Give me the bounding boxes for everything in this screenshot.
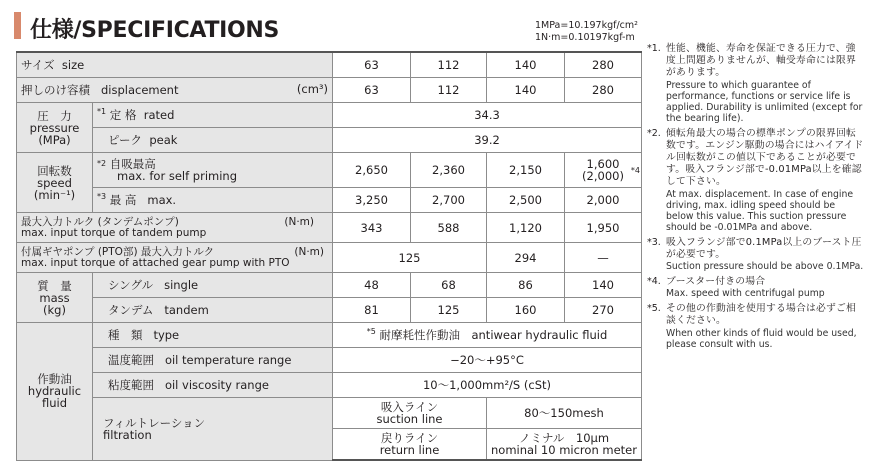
row-pressure-peak (17, 128, 642, 153)
fluid-type-jp: 種 類 (107, 328, 143, 342)
return-line-en: return line (379, 443, 440, 457)
fluid-temperature-en: oil temperature range (164, 353, 292, 367)
speed-max-value: 3,250 (333, 188, 411, 213)
tandem-torque-unit: (N·m) (284, 216, 314, 228)
size-label-en: size (61, 58, 85, 72)
mass-single-value: 48 (333, 273, 411, 298)
note-mark-2: *2 (97, 159, 107, 168)
mass-label-en: mass (39, 290, 70, 305)
displacement-label-en: displacement (100, 83, 179, 97)
row-mass-single (17, 273, 642, 298)
unit-note-pressure: 1MPa=10.197kgf/cm² (535, 20, 638, 31)
unit-conversion-notes (535, 20, 638, 44)
suction-line-jp: 吸入ライン (380, 400, 439, 414)
mass-tandem-value: 160 (487, 298, 565, 323)
footnote-en: Max. speed with centrifugal pump (666, 288, 825, 300)
speed-self-priming-value-280 (565, 153, 642, 188)
pressure-peak-value: 39.2 (333, 128, 642, 153)
pto-torque-unit: (N·m) (294, 246, 324, 258)
tandem-torque-label (17, 213, 333, 243)
pressure-rated-jp: 定 格 (109, 108, 137, 122)
pressure-unit: (MPa) (38, 132, 71, 147)
speed-label-jp: 回転数 (37, 163, 72, 178)
pto-torque-value-63-112: 125 (333, 243, 487, 273)
pressure-label (17, 103, 93, 153)
note-mark-3: *3 (97, 192, 107, 201)
displacement-value: 140 (487, 78, 565, 103)
mass-single-value: 68 (411, 273, 487, 298)
fluid-temperature-value: −20～+95°C (333, 348, 642, 373)
footnote-mark: *3. (647, 236, 661, 248)
footnote-jp: 性能、機能、寿命を保証できる圧力で、強度上問題ありませんが、軸受寿命には限界があります。 (666, 43, 856, 79)
footnote-3 (647, 237, 865, 272)
footnote-en: Suction pressure should be above 0.1MPa. (666, 261, 864, 273)
specifications-table (16, 51, 642, 461)
fluid-type-text: 耐摩耗性作動油 antiwear hydraulic fluid (379, 328, 608, 342)
suction-line-label (333, 398, 487, 429)
fluid-label-en-2: fluid (41, 396, 68, 411)
note-mark-5: *5 (366, 327, 376, 336)
pressure-rated-en: rated (143, 108, 175, 122)
displacement-label (17, 78, 333, 103)
suction-line-value: 80～150mesh (487, 398, 642, 429)
row-fluid-type (17, 323, 642, 348)
mass-tandem-jp: タンデム (107, 303, 154, 317)
size-value-140: 140 (487, 52, 565, 78)
row-speed-max (17, 188, 642, 213)
note-mark-4: *4 (630, 166, 640, 175)
fluid-type-label (93, 323, 333, 348)
speed-self-priming-en: max. for self priming (117, 169, 238, 183)
mass-single-label (93, 273, 333, 298)
return-line-label (333, 429, 487, 461)
footnote-mark: *5. (647, 303, 661, 315)
unit-note-torque: 1N·m=0.10197kgf-m (535, 32, 635, 43)
fluid-temperature-jp: 温度範囲 (107, 353, 154, 367)
mass-single-en: single (164, 278, 199, 292)
mass-label-jp: 質 量 (37, 278, 72, 293)
footnote-jp: その他の作動油を使用する場合は必ずご相談ください。 (666, 303, 856, 327)
mass-tandem-en: tandem (164, 303, 209, 317)
filtration-en: filtration (103, 427, 152, 442)
pto-torque-en: max. input torque of attached gear pump with PTO (21, 256, 290, 269)
row-displacement (17, 78, 642, 103)
footnote-mark: *2. (647, 127, 661, 139)
fluid-type-en: type (153, 328, 180, 342)
speed-max-value: 2,700 (411, 188, 487, 213)
tandem-torque-jp: 最大入力トルク (タンデムポンプ) (21, 215, 179, 228)
row-pressure-rated (17, 103, 642, 128)
pto-torque-value-280: — (565, 243, 642, 273)
fluid-viscosity-label (93, 373, 333, 398)
footnote-jp: 傾転角最大の場合の標準ポンプの限界回転数です。エンジン駆動の場合にはハイアイドル回転数がこの値以下であることが必要です。吸入フランジ部で-0.01MPa以上を確認して下さい。 (666, 127, 864, 188)
suction-line-en: suction line (376, 412, 443, 426)
pressure-rated-label (93, 103, 333, 128)
row-filtration-suction (17, 398, 642, 429)
return-line-value-en: nominal 10 micron meter (491, 443, 637, 457)
pto-torque-jp: 付属ギヤポンプ (PTO部) 最大入力トルク (21, 245, 215, 258)
displacement-label-jp: 押しのけ容積 (21, 83, 90, 97)
displacement-value: 280 (565, 78, 642, 103)
footnote-5 (647, 303, 865, 349)
pressure-label-en: pressure (29, 120, 80, 135)
tandem-torque-value: 343 (333, 213, 411, 243)
pressure-rated-value: 34.3 (333, 103, 642, 128)
return-line-jp: 戻りライン (380, 431, 439, 445)
speed-max-jp: 最 高 (109, 193, 137, 207)
row-tandem-torque (17, 213, 642, 243)
pto-torque-label (17, 243, 333, 273)
filtration-jp: フィルトレーション (103, 415, 206, 430)
fluid-viscosity-en: oil viscosity range (164, 378, 269, 392)
pto-torque-value-140: 294 (487, 243, 565, 273)
note-mark-1: *1 (97, 107, 107, 116)
mass-tandem-value: 81 (333, 298, 411, 323)
fluid-temperature-label (93, 348, 333, 373)
pressure-peak-en: peak (149, 133, 178, 147)
speed-max-en: max. (147, 193, 177, 207)
footnote-mark: *4. (647, 276, 661, 288)
fluid-viscosity-jp: 粘度範囲 (107, 378, 154, 392)
mass-single-value: 86 (487, 273, 565, 298)
displacement-value: 63 (333, 78, 411, 103)
mass-tandem-value: 125 (411, 298, 487, 323)
title-accent-bar (14, 12, 21, 39)
footnote-en: At max. displacement. In case of engine driving, max. idling speed should be below this value. This suction pressure should be -0.01MPa and above. (666, 188, 854, 233)
size-label (17, 52, 333, 78)
footnote-en: When other kinds of fluid would be used, please consult with us. (666, 327, 857, 350)
mass-single-value: 140 (565, 273, 642, 298)
row-mass-tandem (17, 298, 642, 323)
pressure-label-jp: 圧 力 (37, 108, 72, 123)
speed-max-value: 2,500 (487, 188, 565, 213)
footnote-4 (647, 276, 865, 299)
mass-single-jp: シングル (107, 278, 154, 292)
fluid-label-jp: 作動油 (37, 372, 72, 387)
mass-tandem-value: 270 (565, 298, 642, 323)
mass-unit: (kg) (43, 302, 66, 317)
footnote-en: Pressure to which guarantee of performance, functions or service life is applied. Durability is unlimited (except for the bearing life). (666, 79, 863, 124)
fluid-label-en-1: hydraulic (27, 384, 82, 399)
footnote-1 (647, 43, 865, 124)
tandem-torque-en: max. input torque of tandem pump (21, 226, 207, 239)
row-fluid-temperature (17, 348, 642, 373)
speed-self-priming-value: 2,150 (487, 153, 565, 188)
row-speed-self-priming (17, 153, 642, 188)
return-line-value-jp: ノミナル 10μm (518, 431, 610, 445)
speed-self-priming-280-main: 1,600 (586, 157, 620, 171)
speed-unit: (min⁻¹) (33, 187, 76, 202)
size-value-112: 112 (411, 52, 487, 78)
speed-self-priming-value: 2,650 (333, 153, 411, 188)
mass-tandem-label (93, 298, 333, 323)
speed-label-en: speed (37, 175, 72, 190)
fluid-label (17, 323, 93, 461)
row-pto-torque (17, 243, 642, 273)
size-value-63: 63 (333, 52, 411, 78)
footnote-jp: ブースター付きの場合 (666, 276, 766, 288)
fluid-viscosity-value: 10～1,000mm²/S (cSt) (333, 373, 642, 398)
speed-label (17, 153, 93, 213)
fluid-type-value (333, 323, 642, 348)
size-label-jp: サイズ (21, 58, 55, 72)
row-size (17, 52, 642, 78)
speed-self-priming-value: 2,360 (411, 153, 487, 188)
mass-label (17, 273, 93, 323)
page-title: 仕様/SPECIFICATIONS (30, 18, 280, 43)
speed-max-value: 2,000 (565, 188, 642, 213)
tandem-torque-value: 1,120 (487, 213, 565, 243)
speed-self-priming-label (93, 153, 333, 188)
speed-self-priming-jp: 自吸最高 (109, 157, 156, 171)
footnote-2 (647, 128, 865, 233)
footnote-jp: 吸入フランジ部で0.1MPa以上のブースト圧が必要です。 (666, 236, 862, 260)
tandem-torque-value: 588 (411, 213, 487, 243)
speed-self-priming-280-booster: (2,000) (582, 169, 624, 183)
pressure-peak-jp: ピーク (107, 133, 143, 147)
tandem-torque-value: 1,950 (565, 213, 642, 243)
return-line-value (487, 429, 642, 461)
size-value-280: 280 (565, 52, 642, 78)
pressure-peak-label (93, 128, 333, 153)
footnotes (647, 43, 865, 354)
displacement-value: 112 (411, 78, 487, 103)
footnote-mark: *1. (647, 43, 661, 54)
row-fluid-viscosity (17, 373, 642, 398)
displacement-unit: (cm³) (296, 82, 328, 96)
speed-max-label (93, 188, 333, 213)
